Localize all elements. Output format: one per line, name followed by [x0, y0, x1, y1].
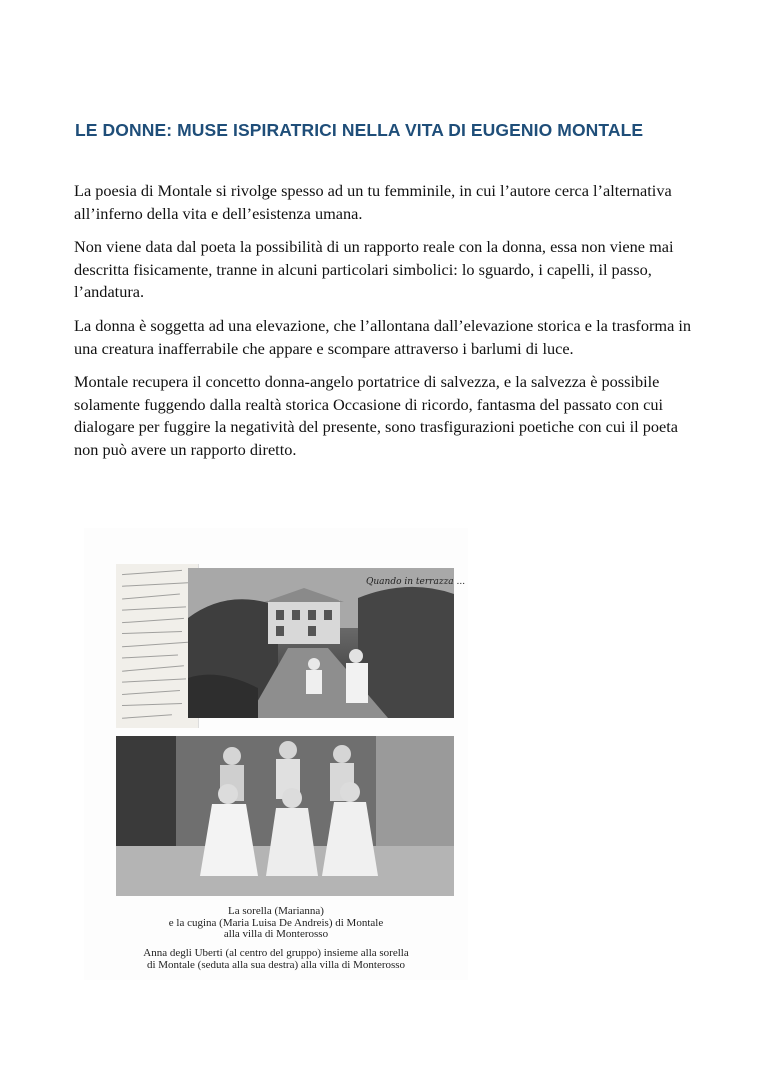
caption-anna-degli-uberti	[84, 948, 468, 971]
page-title: LE DONNE: MUSE ISPIRATRICI NELLA VITA DI EUGENIO MONTALE	[75, 120, 644, 140]
caption-line: e la cugina (Maria Luisa De Andreis) di Montale	[168, 916, 384, 929]
postcard-inscription: Quando in terrazza ...	[366, 577, 466, 587]
paragraph-1: La poesia di Montale si rivolge spesso ad un tu femminile, in cui l’autore cerca l’alternativa all’inferno della vita e dell’esistenza umana.	[74, 181, 672, 223]
paragraph-3: La donna è soggetta ad una elevazione, che l’allontana dall’elevazione storica e la trasforma in una creatura inafferrabile che appare e scompare attraverso i barlumi di luce.	[74, 315, 692, 358]
caption-line: di Montale (seduta alla sua destra) alla villa di Monterosso	[146, 958, 406, 971]
handwritten-letter	[116, 564, 199, 728]
caption-line: La sorella (Marianna)	[228, 905, 324, 917]
group-photo	[116, 736, 454, 896]
villa-photo	[188, 568, 466, 718]
group-photo-illustration	[116, 736, 454, 896]
document-body	[74, 180, 694, 473]
paragraph-4: Montale recupera il concetto donna-angelo portatrice di salvezza, e la salvezza è possibile solamente fuggendo dalla realtà storica Occasione di ricordo, fantasma del passato con cui dialogare per fuggire la negatività del presente, sono trasfigurazioni poetiche con cui il poeta non può avere un rapporto diretto.	[74, 372, 678, 459]
paragraph-2: Non viene data dal poeta la possibilità di un rapporto reale con la donna, essa non viene mai descritta fisicamente, tranne in alcuni particolari simbolici: lo sguardo, i capelli, il passo, l’andatura.	[74, 237, 674, 302]
photo-collage	[84, 528, 468, 980]
caption-line: alla villa di Monterosso	[223, 928, 329, 940]
caption-line: Anna degli Uberti (al centro del gruppo) insieme alla sorella	[143, 947, 409, 959]
villa-photo-illustration	[188, 568, 466, 718]
caption-sister-cousin	[84, 906, 468, 941]
